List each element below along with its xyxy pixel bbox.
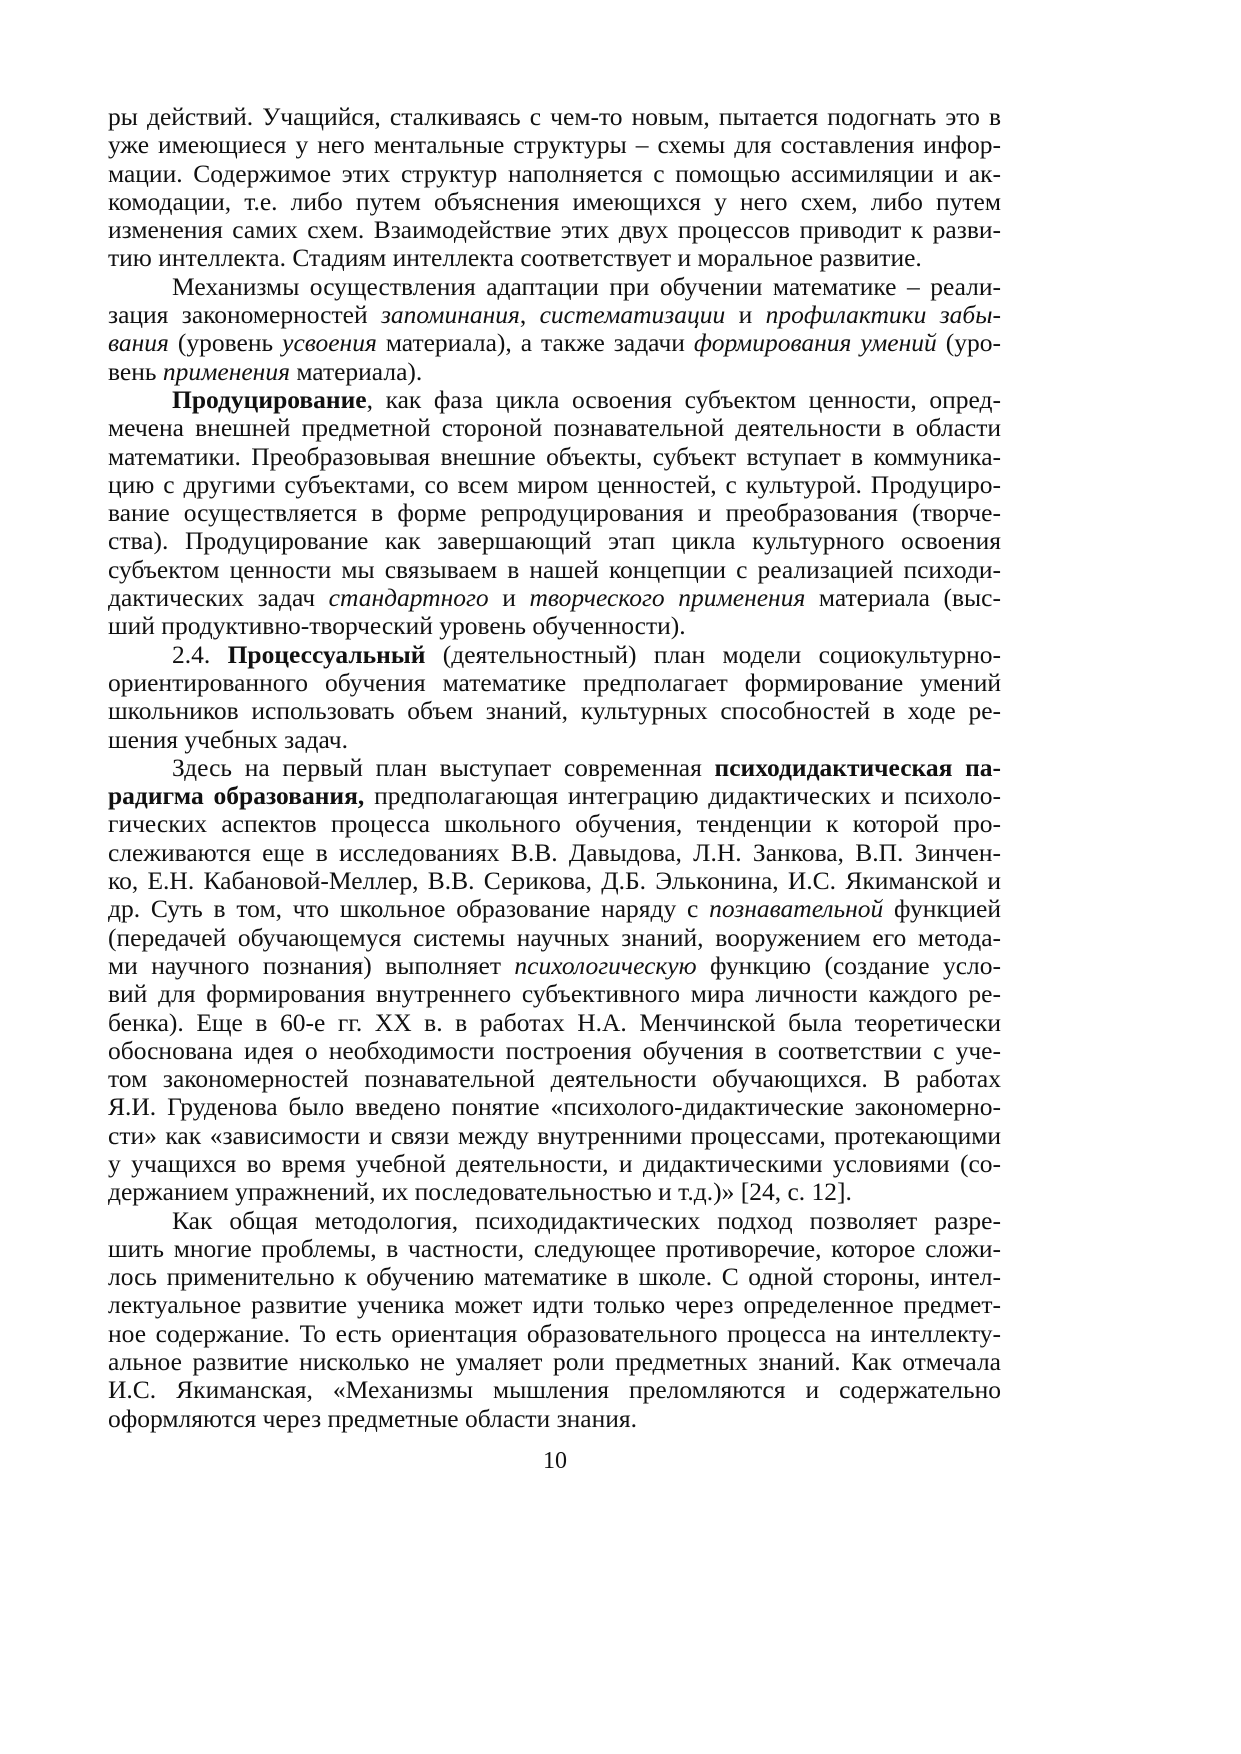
- text-run: держанием упражнений, их последовательностью и т.д.)» [24, с. 12].: [108, 1177, 852, 1207]
- text-line: [108, 471, 1001, 499]
- text-run: материала (выс-: [805, 583, 1001, 613]
- text-line: [108, 1037, 1001, 1065]
- text-line: [108, 329, 1001, 357]
- text-run: лось применительно к обучению математике в школе. С одной стороны, интел-: [108, 1262, 1001, 1292]
- text-run: ко, Е.Н. Кабановой-Меллер, В.В. Серикова, Д.Б. Эльконина, И.С. Якиманской и: [108, 866, 1001, 896]
- text-run: Здесь на первый план выступает современная: [172, 752, 715, 782]
- text-line: [108, 443, 1001, 471]
- text-run: сти» как «зависимости и связи между внутренними процессами, протекающими: [108, 1120, 1001, 1150]
- text-line: [108, 669, 1001, 697]
- page-number: 10: [543, 1448, 567, 1474]
- text-run: том закономерностей познавательной деятельности обучающихся. В работах: [108, 1064, 1001, 1094]
- italic-text: систематизации: [539, 300, 726, 330]
- text-run: Как общая методология, психодидактических подход позволяет разре-: [172, 1205, 1001, 1235]
- text-line: [108, 839, 1001, 867]
- italic-text: усвоения: [282, 328, 377, 358]
- text-line: [108, 1376, 1001, 1404]
- text-run: ры действий. Учащийся, сталкиваясь с чем-то новым, пытается подогнать это в: [108, 102, 1001, 131]
- text-run: , как фаза цикла освоения субъектом ценности, опред-: [366, 384, 1001, 414]
- text-run: (уровень: [168, 328, 283, 358]
- text-run: шения учебных задач.: [108, 724, 348, 754]
- text-line: [108, 386, 1001, 414]
- text-line: [108, 1235, 1001, 1263]
- text-line: [108, 527, 1001, 555]
- bold-text: психодидактическая па-: [714, 752, 1002, 782]
- text-run: комодации, т.е. либо путем объяснения имеющихся у него схем, либо путем: [108, 186, 1001, 216]
- text-line: [108, 782, 1001, 810]
- text-line: [108, 188, 1001, 216]
- bold-text: Процессуальный: [227, 639, 426, 669]
- text-line: [108, 754, 1001, 782]
- text-line: [108, 584, 1001, 612]
- text-run: вень: [108, 356, 163, 386]
- text-run: слеживаются еще в исследованиях В.В. Давыдова, Л.Н. Занкова, В.П. Зинчен-: [108, 837, 1001, 867]
- text-line: [108, 216, 1001, 244]
- text-run: тию интеллекта. Стадиям интеллекта соответствует и моральное развитие.: [108, 243, 922, 273]
- text-run: материала).: [289, 356, 423, 386]
- italic-text: вания: [108, 328, 169, 358]
- text-run: ми научного познания) выполняет: [108, 950, 515, 980]
- text-line: [108, 810, 1001, 838]
- text-run: шить многие проблемы, в частности, следующее противоречие, которое сложи-: [108, 1233, 1001, 1263]
- bold-text: радигма образования,: [108, 781, 365, 811]
- text-run: материала), а также задачи: [376, 328, 694, 358]
- text-run: оформляются через предметные области знания.: [108, 1403, 638, 1433]
- text-line: [108, 414, 1001, 442]
- italic-text: запоминания: [380, 300, 520, 330]
- text-run: ший продуктивно-творческий уровень обученности).: [108, 611, 686, 641]
- text-run: мечена внешней предметной стороной познавательной деятельности в области: [108, 413, 1001, 443]
- text-line: [108, 612, 1001, 640]
- text-line: [108, 1291, 1001, 1319]
- text-run: бенка). Еще в 60-е гг. XX в. в работах Н.А. Менчинской была теоретически: [108, 1007, 1001, 1037]
- text-line: [108, 641, 1001, 669]
- text-run: гических аспектов процесса школьного обучения, тенденции к которой про-: [108, 809, 1001, 839]
- text-line: [108, 301, 1001, 329]
- text-run: дактических задач: [108, 583, 329, 613]
- text-line: [108, 103, 1001, 131]
- text-run: и: [725, 300, 766, 330]
- text-run: И.С. Якиманская, «Механизмы мышления преломляются и содержательно: [108, 1375, 1001, 1405]
- text-run: ное содержание. То есть ориентация образовательного процесса на интеллекту-: [108, 1318, 1001, 1348]
- text-line: [108, 726, 1001, 754]
- text-line: [108, 867, 1001, 895]
- text-line: [108, 1348, 1001, 1376]
- italic-text: формирования умений: [693, 328, 937, 358]
- text-line: [108, 1093, 1001, 1121]
- italic-text: профилактики забы-: [765, 300, 1001, 330]
- text-line: [108, 1207, 1001, 1235]
- text-run: цию с другими субъектами, со всем миром ценностей, с культурой. Продуциро-: [108, 469, 1001, 499]
- text-run: ства). Продуцирование как завершающий этап цикла культурного освоения: [108, 526, 1001, 556]
- text-line: [108, 1122, 1001, 1150]
- text-line: [108, 499, 1001, 527]
- text-run: зация закономерностей: [108, 300, 381, 330]
- text-line: [108, 1263, 1001, 1291]
- text-line: [108, 924, 1001, 952]
- text-line: [108, 1405, 1001, 1433]
- text-line: [108, 697, 1001, 725]
- text-run: обоснована идея о необходимости построения обучения в соответствии с уче-: [108, 1035, 1001, 1065]
- bold-text: Продуцирование: [172, 384, 367, 414]
- text-run: математики. Преобразовывая внешние объекты, субъект вступает в коммуника-: [108, 441, 1001, 471]
- italic-text: стандартного: [328, 583, 489, 613]
- text-run: лектуальное развитие ученика может идти только через определенное предмет-: [108, 1290, 1001, 1320]
- text-run: ориентированного обучения математике предполагает формирование умений: [108, 667, 1001, 697]
- italic-text: познавательной: [709, 894, 884, 924]
- text-run: функцию (создание усло-: [696, 950, 1001, 980]
- text-run: ,: [519, 300, 540, 330]
- text-line: [108, 358, 1001, 386]
- text-line: [108, 1065, 1001, 1093]
- text-run: 2.4.: [172, 639, 228, 669]
- text-run: (уро-: [936, 328, 1001, 358]
- text-line: [108, 1009, 1001, 1037]
- text-run: (деятельностный) план модели социокультурно-: [425, 639, 1001, 669]
- text-line: [108, 952, 1001, 980]
- text-line: [108, 1150, 1001, 1178]
- page-body-text: [108, 103, 1001, 1433]
- text-line: [108, 980, 1001, 1008]
- text-run: уже имеющиеся у него ментальные структуры – схемы для составления инфор-: [108, 130, 1001, 160]
- text-run: мации. Содержимое этих структур наполняется с помощью ассимиляции и ак-: [108, 158, 1001, 188]
- text-line: [108, 131, 1001, 159]
- text-line: [108, 273, 1001, 301]
- text-line: [108, 556, 1001, 584]
- text-line: [108, 895, 1001, 923]
- text-run: альное развитие нисколько не умаляет роли предметных знаний. Как отмечала: [108, 1347, 1001, 1377]
- text-line: [108, 1320, 1001, 1348]
- text-run: (передачей обучающемуся системы научных знаний, вооружением его метода-: [108, 922, 1001, 952]
- text-run: функцией: [883, 894, 1001, 924]
- text-run: др. Суть в том, что школьное образование наряду с: [108, 894, 710, 924]
- text-line: [108, 244, 1001, 272]
- text-line: [108, 1178, 1001, 1206]
- italic-text: применения: [162, 356, 290, 386]
- text-run: вание осуществляется в форме репродуцирования и преобразования (творче-: [108, 498, 1001, 528]
- italic-text: творческого применения: [529, 583, 806, 613]
- text-run: изменения самих схем. Взаимодействие этих двух процессов приводит к разви-: [108, 215, 1001, 245]
- text-run: Я.И. Груденова было введено понятие «психолого-дидактические закономерно-: [108, 1092, 1001, 1122]
- text-run: вий для формирования внутреннего субъективного мира личности каждого ре-: [108, 979, 1001, 1009]
- text-run: и: [488, 583, 530, 613]
- text-run: субъектом ценности мы связываем в нашей концепции с реализацией психоди-: [108, 554, 1001, 584]
- text-run: школьников использовать объем знаний, культурных способностей в ходе ре-: [108, 696, 1001, 726]
- text-run: у учащихся во время учебной деятельности, и дидактическими условиями (со-: [108, 1148, 1001, 1178]
- text-run: Механизмы осуществления адаптации при обучении математике – реали-: [172, 271, 1001, 301]
- text-line: [108, 160, 1001, 188]
- text-run: предполагающая интеграцию дидактических и психоло-: [364, 781, 1001, 811]
- italic-text: психологическую: [514, 950, 697, 980]
